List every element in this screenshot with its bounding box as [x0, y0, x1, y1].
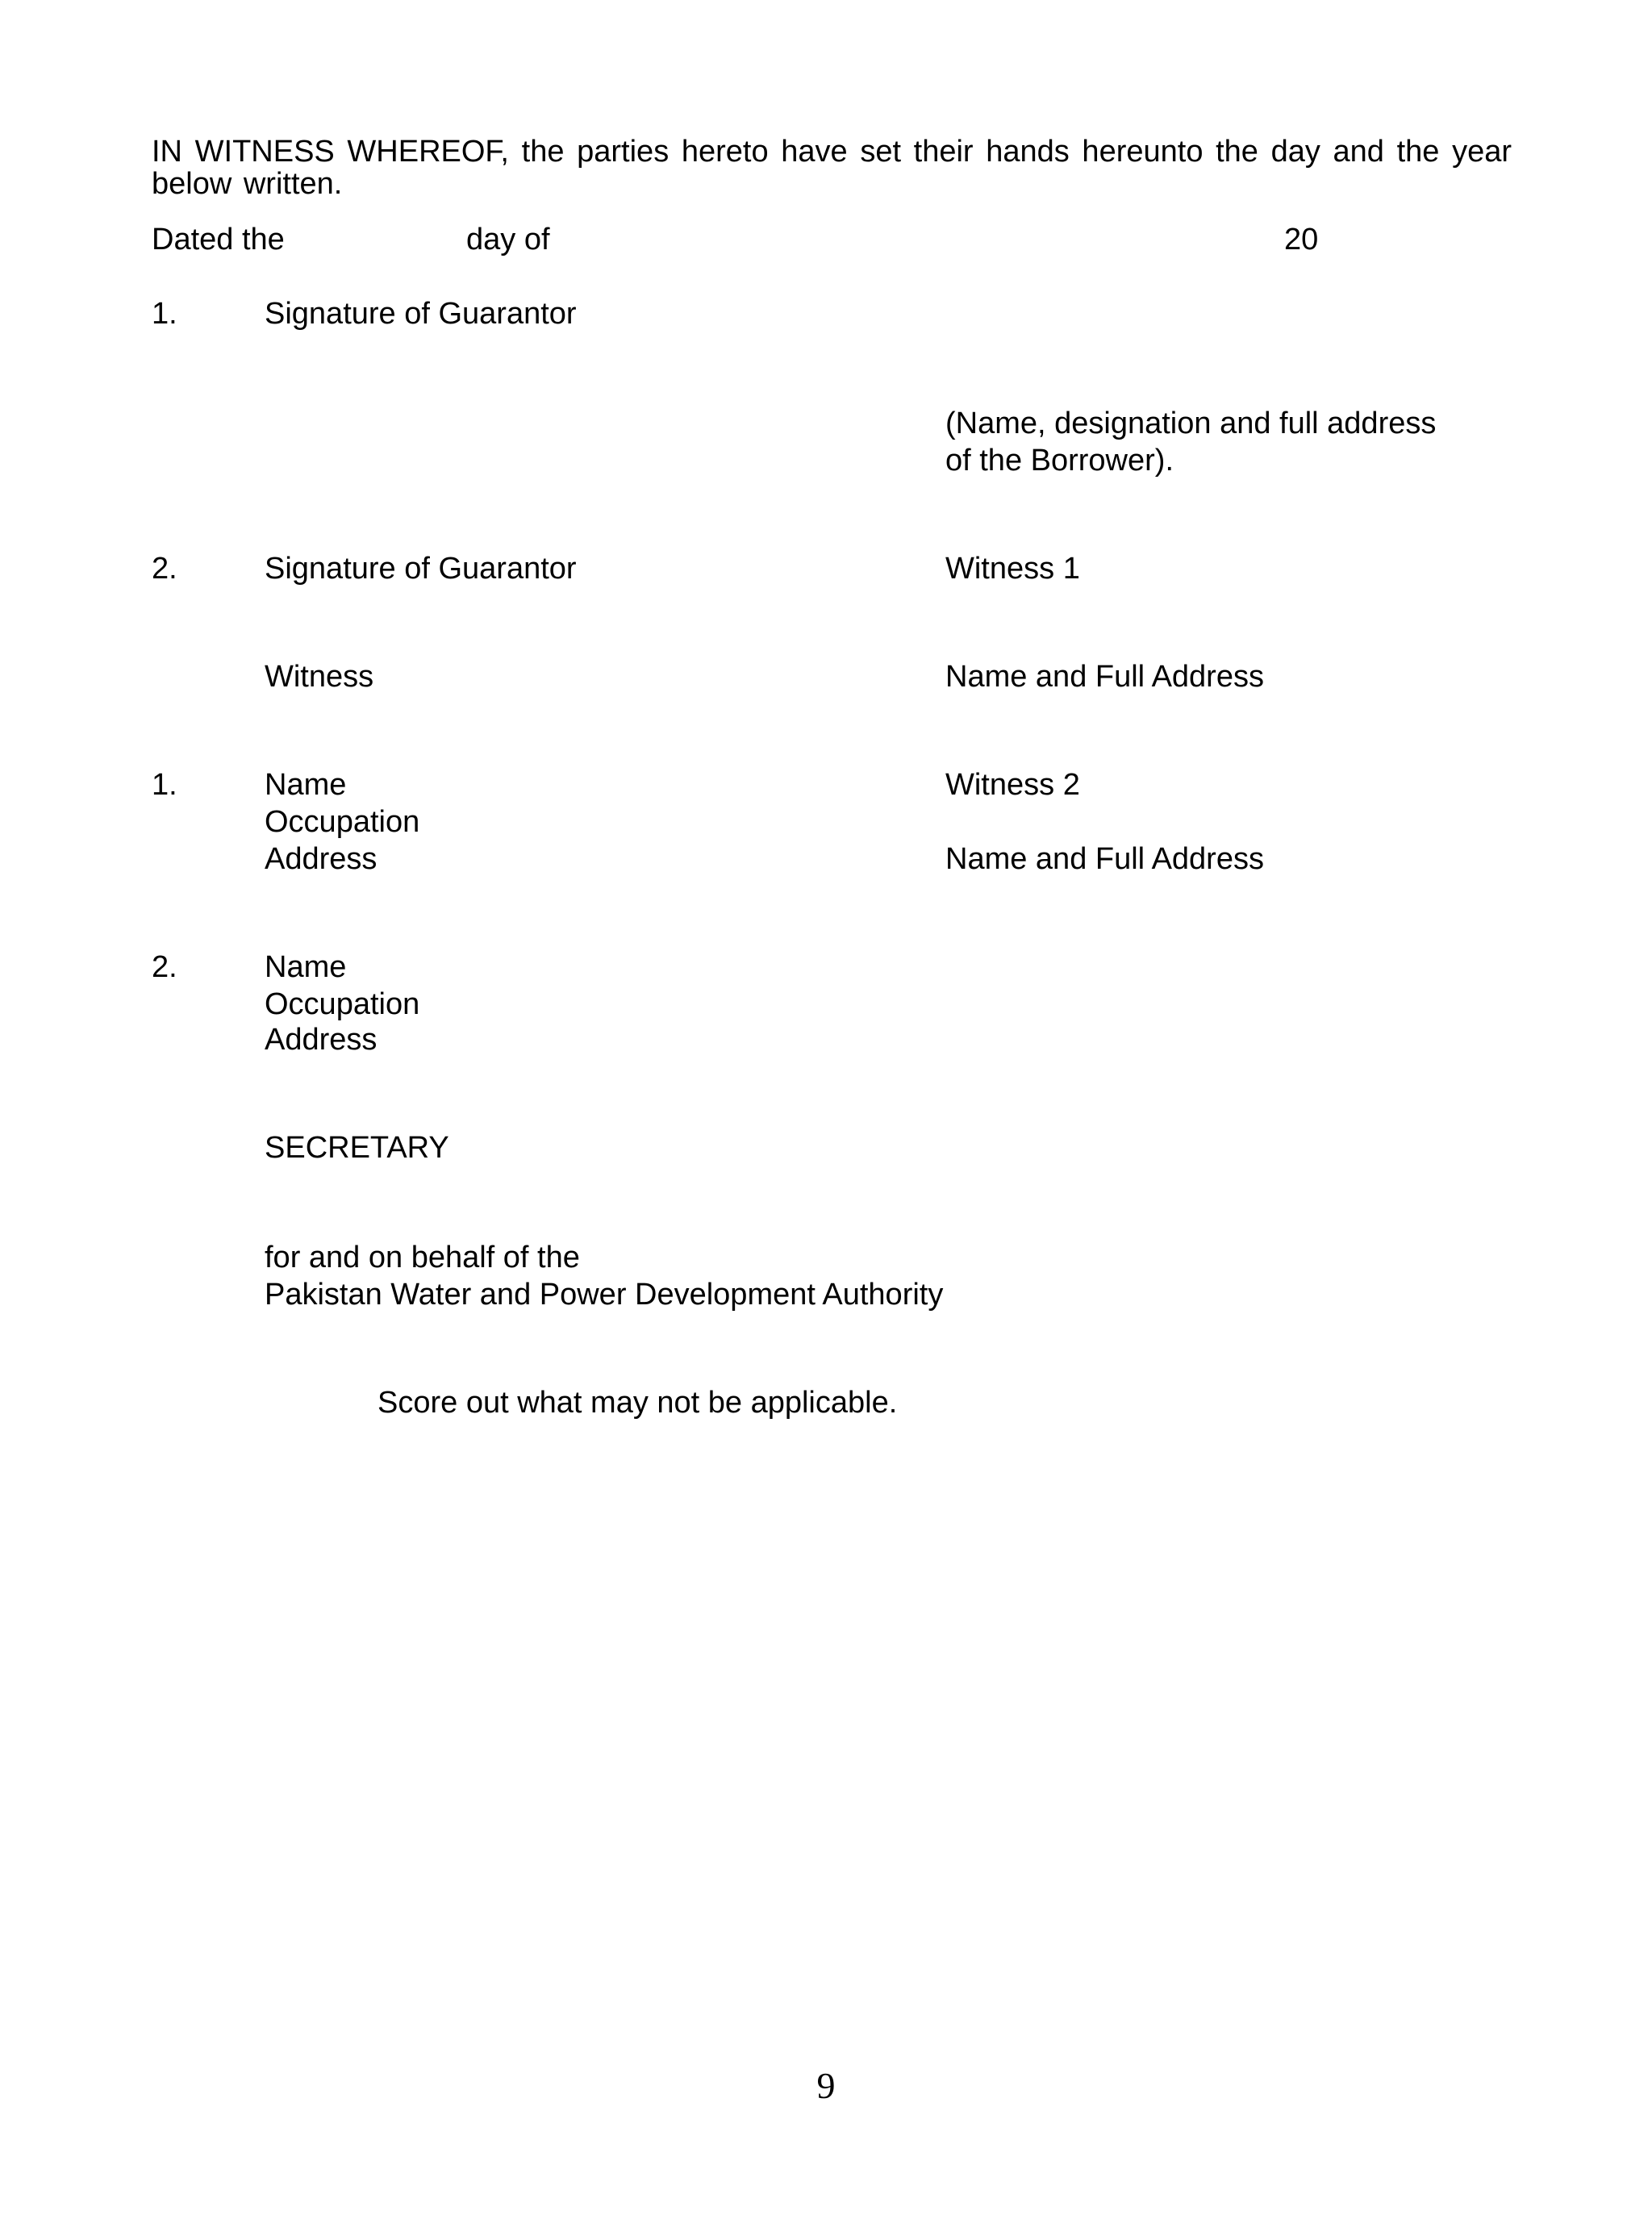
witness2-address-label: Name and Full Address [945, 842, 1264, 876]
guarantor2-signature-label: Signature of Guarantor [265, 552, 577, 586]
guarantor2-number: 2. [152, 552, 177, 586]
witness2-title: Witness 2 [945, 768, 1080, 802]
witness-entry2-number: 2. [152, 950, 177, 984]
witness-entry2-address: Address [265, 1023, 378, 1057]
witness-heading: Witness [265, 660, 374, 694]
behalf-line1: for and on behalf of the [265, 1241, 580, 1274]
witness-entry2-occupation: Occupation [265, 987, 420, 1021]
witness-entry1-number: 1. [152, 768, 177, 802]
dated-label: Dated the [152, 223, 285, 257]
borrower-note-line2: of the Borrower). [945, 444, 1174, 478]
page-number: 9 [816, 2065, 836, 2106]
guarantor1-number: 1. [152, 297, 177, 331]
witness-entry1-occupation: Occupation [265, 805, 420, 839]
day-of-label: day of [466, 223, 550, 257]
behalf-line2: Pakistan Water and Power Development Authority [265, 1278, 944, 1312]
witness-entry1-address: Address [265, 842, 378, 876]
witness-entry1-name: Name [265, 768, 347, 802]
borrower-note-line1: (Name, designation and full address [945, 407, 1437, 440]
witness1-title: Witness 1 [945, 552, 1080, 586]
witness1-address-label: Name and Full Address [945, 660, 1264, 694]
witness-entry2-name: Name [265, 950, 347, 984]
secretary-label: SECRETARY [265, 1131, 449, 1165]
intro-paragraph: IN WITNESS WHEREOF, the parties hereto have set their hands hereunto the day and the year below written. [152, 135, 1512, 201]
guarantor1-signature-label: Signature of Guarantor [265, 297, 577, 331]
score-out-note: Score out what may not be applicable. [378, 1386, 898, 1420]
year-prefix: 20 [1284, 223, 1319, 257]
